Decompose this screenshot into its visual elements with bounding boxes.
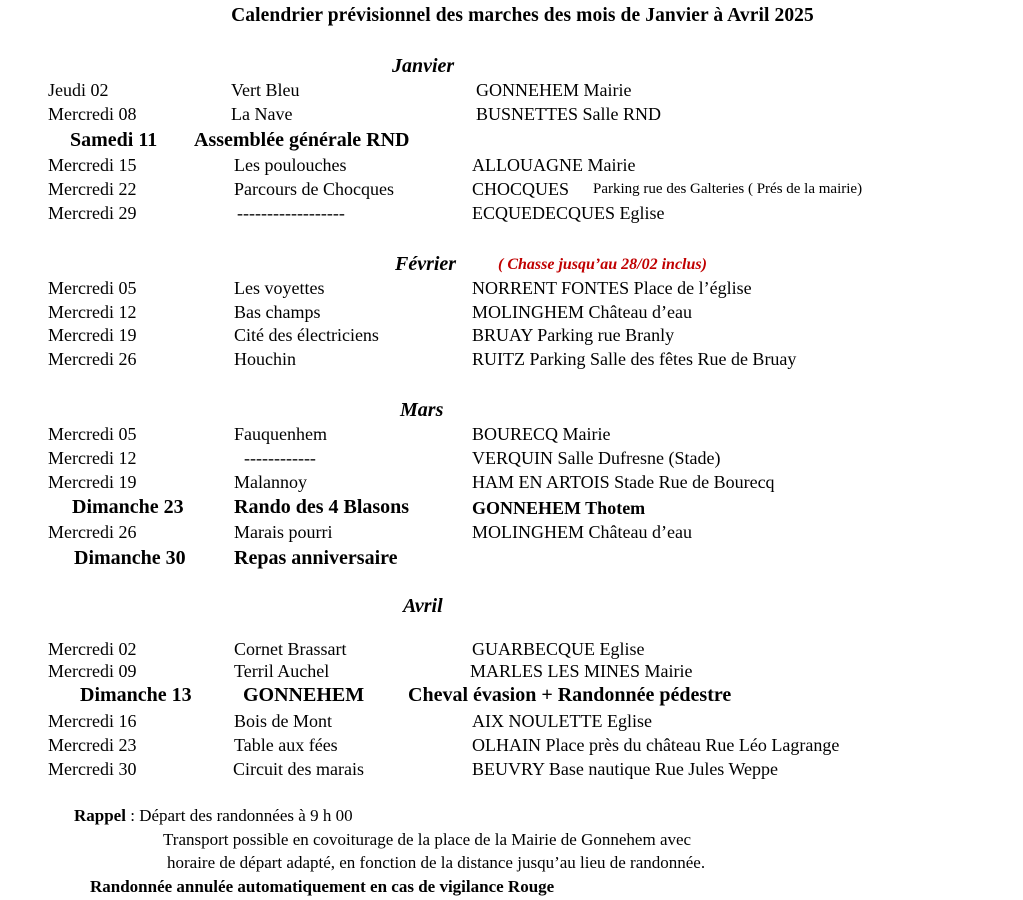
row-place: MARLES LES MINES Mairie [470,661,693,681]
row-date: Mercredi 29 [48,203,137,223]
rappel-text: : Départ des randonnées à 9 h 00 [125,806,353,825]
month-mars: Mars [400,399,444,421]
row-walk: Terril Auchel [234,661,330,681]
row-place: MOLINGHEM Château d’eau [472,302,692,322]
row-place: MOLINGHEM Château d’eau [472,522,692,542]
row-date: Jeudi 02 [48,80,109,100]
row-date: Mercredi 05 [48,278,137,298]
row-place: VERQUIN Salle Dufresne (Stade) [472,448,721,468]
row-place: OLHAIN Place près du château Rue Léo Lagrange [472,735,840,755]
row-place-detail: Parking rue des Galteries ( Prés de la mairie) [593,181,863,197]
row-date: Mercredi 19 [48,325,137,345]
row-walk: Cornet Brassart [234,639,347,659]
row-walk: Malannoy [234,472,307,492]
row-date: Mercredi 16 [48,711,137,731]
event-walk: Repas anniversaire [234,547,398,569]
event-date: Samedi 11 [70,129,158,151]
page-title: Calendrier prévisionnel des marches des mois de Janvier à Avril 2025 [231,5,814,26]
row-walk: Bas champs [234,302,321,322]
row-walk: Bois de Mont [234,711,333,731]
row-walk: ------------------ [237,203,345,223]
row-place: RUITZ Parking Salle des fêtes Rue de Bruay [472,349,797,369]
row-date: Mercredi 09 [48,661,137,681]
row-date: Mercredi 15 [48,155,137,175]
row-place: BRUAY Parking rue Branly [472,325,675,345]
row-walk: ------------ [244,448,316,468]
row-place: GUARBECQUE Eglise [472,639,645,659]
row-walk: Parcours de Chocques [234,179,394,199]
row-date: Mercredi 12 [48,448,137,468]
row-walk: Cité des électriciens [234,325,379,345]
row-date: Mercredi 26 [48,349,137,369]
footer-rappel [74,807,353,824]
row-date: Mercredi 23 [48,735,137,755]
event-date: Dimanche 13 [80,684,192,706]
row-place: ALLOUAGNE Mairie [472,155,636,175]
row-place: BEUVRY Base nautique Rue Jules Weppe [472,759,779,779]
row-date: Mercredi 05 [48,424,137,444]
row-walk: Les poulouches [234,155,347,175]
row-place: BUSNETTES Salle RND [476,104,662,124]
row-place: GONNEHEM Mairie [476,80,632,100]
row-walk: Fauquenhem [234,424,327,444]
month-janvier: Janvier [392,55,455,77]
row-walk: Marais pourri [234,522,333,542]
month-fevrier: Février [395,253,457,275]
row-place: HAM EN ARTOIS Stade Rue de Bourecq [472,472,775,492]
row-date: Mercredi 02 [48,639,137,659]
row-place: ECQUEDECQUES Eglise [472,203,665,223]
row-walk: Houchin [234,349,296,369]
row-date: Mercredi 19 [48,472,137,492]
footer-schedule: horaire de départ adapté, en fonction de la distance jusqu’au lieu de randonnée. [167,853,706,872]
row-walk: Les voyettes [234,278,325,298]
row-walk: La Nave [231,104,293,124]
row-walk: Circuit des marais [233,759,364,779]
row-date: Mercredi 12 [48,302,137,322]
event-date: Dimanche 23 [72,496,184,518]
row-walk: Vert Bleu [231,80,300,100]
event-place: Cheval évasion + Randonnée pédestre [408,684,732,706]
row-place: CHOCQUES [472,179,570,199]
event-walk: Rando des 4 Blasons [234,496,410,518]
row-place: AIX NOULETTE Eglise [472,711,652,731]
footer-cancellation: Randonnée annulée automatiquement en cas de vigilance Rouge [90,877,555,896]
event-walk: GONNEHEM [243,684,365,706]
hunting-note: ( Chasse jusqu’au 28/02 inclus) [498,256,707,273]
month-avril: Avril [403,595,443,617]
event-place: GONNEHEM Thotem [472,498,646,518]
row-date: Mercredi 26 [48,522,137,542]
rappel-label: Rappel [74,806,126,825]
row-walk: Table aux fées [234,735,338,755]
row-place: BOURECQ Mairie [472,424,611,444]
row-date: Mercredi 08 [48,104,137,124]
event-text: Assemblée générale RND [194,129,410,151]
footer-transport: Transport possible en covoiturage de la place de la Mairie de Gonnehem avec [163,830,692,849]
row-date: Mercredi 22 [48,179,137,199]
row-date: Mercredi 30 [48,759,137,779]
row-place: NORRENT FONTES Place de l’église [472,278,752,298]
event-date: Dimanche 30 [74,547,186,569]
